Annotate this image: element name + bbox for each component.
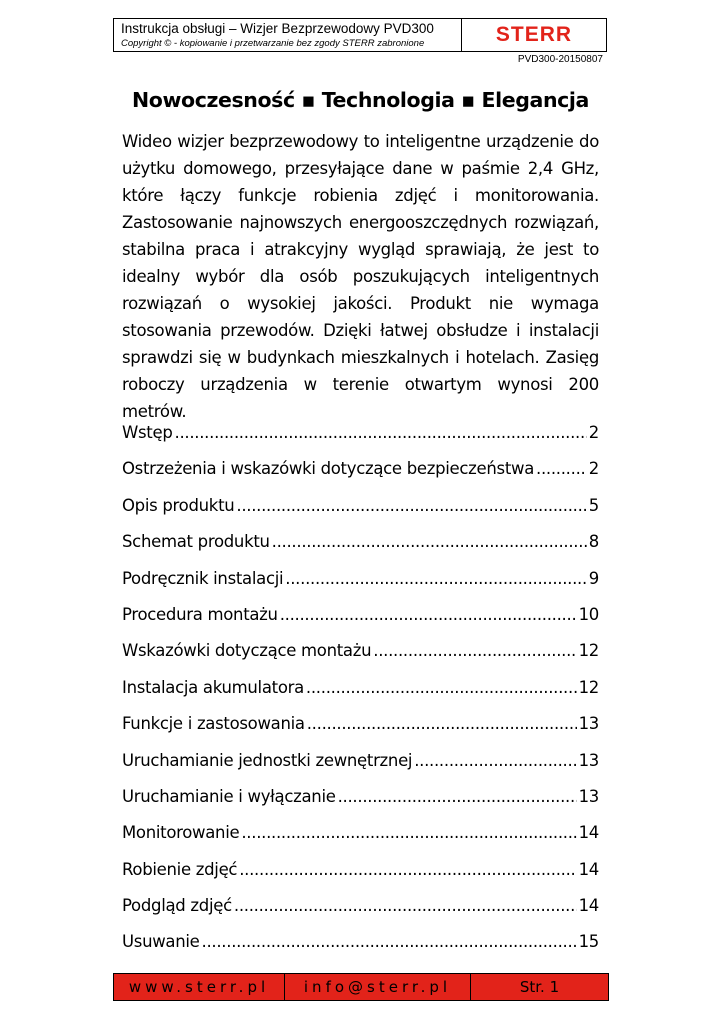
toc-leader-dots <box>338 787 577 806</box>
toc-label: Wskazówki dotyczące montażu <box>122 641 372 661</box>
toc-leader-dots <box>306 678 577 697</box>
sterr-logo: STERR <box>495 23 573 46</box>
toc-label: Schemat produktu <box>122 532 270 552</box>
toc-leader-dots <box>280 605 577 624</box>
toc-page-number: 14 <box>578 896 599 916</box>
toc-label: Funkcje i zastosowania <box>122 714 305 734</box>
toc-label: Uruchamianie i wyłączanie <box>122 786 336 806</box>
toc-leader-dots <box>175 423 587 442</box>
toc-entry[interactable] <box>122 641 599 668</box>
toc-entry[interactable] <box>122 932 599 959</box>
toc-leader-dots <box>236 496 586 515</box>
toc-page-number: 10 <box>578 604 599 624</box>
toc-page-number: 15 <box>578 932 599 952</box>
toc-label: Wstęp <box>122 423 173 442</box>
footer-email-link[interactable]: info@sterr.pl <box>284 974 470 1000</box>
toc-label: Robienie zdjęć <box>122 859 238 879</box>
footer-page-number: Str. 1 <box>470 974 608 1000</box>
header-info <box>114 19 462 51</box>
toc-entry[interactable] <box>122 823 599 850</box>
toc-entry[interactable] <box>122 569 599 596</box>
copyright-notice: Copyright © - kopiowanie i przetwarzanie bez zgody STERR zabronione <box>121 38 425 49</box>
toc-page-number: 13 <box>578 750 599 770</box>
toc-page-number: 9 <box>588 568 599 588</box>
document-code: PVD300-20150807 <box>517 54 603 65</box>
toc-entry[interactable] <box>122 896 599 923</box>
toc-entry[interactable] <box>122 860 599 887</box>
toc-leader-dots <box>241 823 576 842</box>
toc-page-number: 2 <box>588 459 599 479</box>
toc-label: Usuwanie <box>122 932 200 952</box>
toc-entry[interactable] <box>122 496 599 523</box>
toc-page-number: 14 <box>578 859 599 879</box>
toc-label: Podgląd zdjęć <box>122 896 232 916</box>
toc-page-number: 14 <box>578 823 599 843</box>
toc-page-number: 13 <box>578 786 599 806</box>
toc-label: Uruchamianie jednostki zewnętrznej <box>122 750 413 770</box>
document-title: Instrukcja obsługi – Wizjer Bezprzewodowy PVD300 <box>121 21 434 36</box>
toc-page-number: 12 <box>578 641 599 661</box>
toc-page-number: 8 <box>588 532 599 552</box>
toc-entry[interactable] <box>122 678 599 705</box>
toc-page-number: 13 <box>578 714 599 734</box>
toc-leader-dots <box>272 532 587 551</box>
toc-label: Procedura montażu <box>122 604 278 624</box>
toc-leader-dots <box>373 641 576 660</box>
toc-label: Instalacja akumulatora <box>122 677 304 697</box>
document-header <box>113 18 607 52</box>
toc-leader-dots <box>234 896 577 915</box>
toc-entry[interactable] <box>122 787 599 814</box>
toc-page-number: 12 <box>578 677 599 697</box>
toc-leader-dots <box>307 714 577 733</box>
toc-entry[interactable] <box>122 605 599 632</box>
intro-paragraph: Wideo wizjer bezprzewodowy to inteligentne urządzenie do użytku domowego, przesyłające dane w paśmie 2,4 GHz, które łączy funkcje robienia zdjęć i monitorowania. Zastosowanie najnowszych energooszczędnych rozwiązań, stabilna praca i atrakcyjny wygląd sprawiają, że jest to idealny wybór dla osób poszukujących inteligentnych rozwiązań o wysokiej jakości. Produkt nie wymaga stosowania przewodów. Dzięki łatwej obsłudze i instalacji sprawdzi się w budynkach mieszkalnych i hotelach. Zasięg roboczy urządzenia w terenie otwartym wynosi 200 metrów. <box>122 132 599 421</box>
toc-leader-dots <box>536 459 587 478</box>
toc-page-number: 2 <box>588 423 599 442</box>
toc-entry[interactable] <box>122 714 599 741</box>
toc-label: Monitorowanie <box>122 823 240 843</box>
toc-label: Opis produktu <box>122 495 235 515</box>
toc-entry[interactable] <box>122 459 599 486</box>
toc-page-number: 5 <box>588 495 599 515</box>
toc-entry[interactable] <box>122 532 599 559</box>
table-of-contents <box>122 423 599 969</box>
page-title: Nowoczesność ▪ Technologia ▪ Elegancja <box>132 88 589 112</box>
toc-leader-dots <box>202 932 577 951</box>
toc-leader-dots <box>239 860 576 879</box>
toc-label: Podręcznik instalacji <box>122 568 284 588</box>
toc-entry[interactable] <box>122 751 599 778</box>
page-footer <box>113 973 609 1001</box>
toc-leader-dots <box>414 751 576 770</box>
toc-leader-dots <box>285 569 587 588</box>
toc-label: Ostrzeżenia i wskazówki dotyczące bezpieczeństwa <box>122 459 535 479</box>
footer-website-link[interactable]: www.sterr.pl <box>114 974 284 1000</box>
toc-entry[interactable] <box>122 423 599 450</box>
brand-cell <box>462 19 606 51</box>
